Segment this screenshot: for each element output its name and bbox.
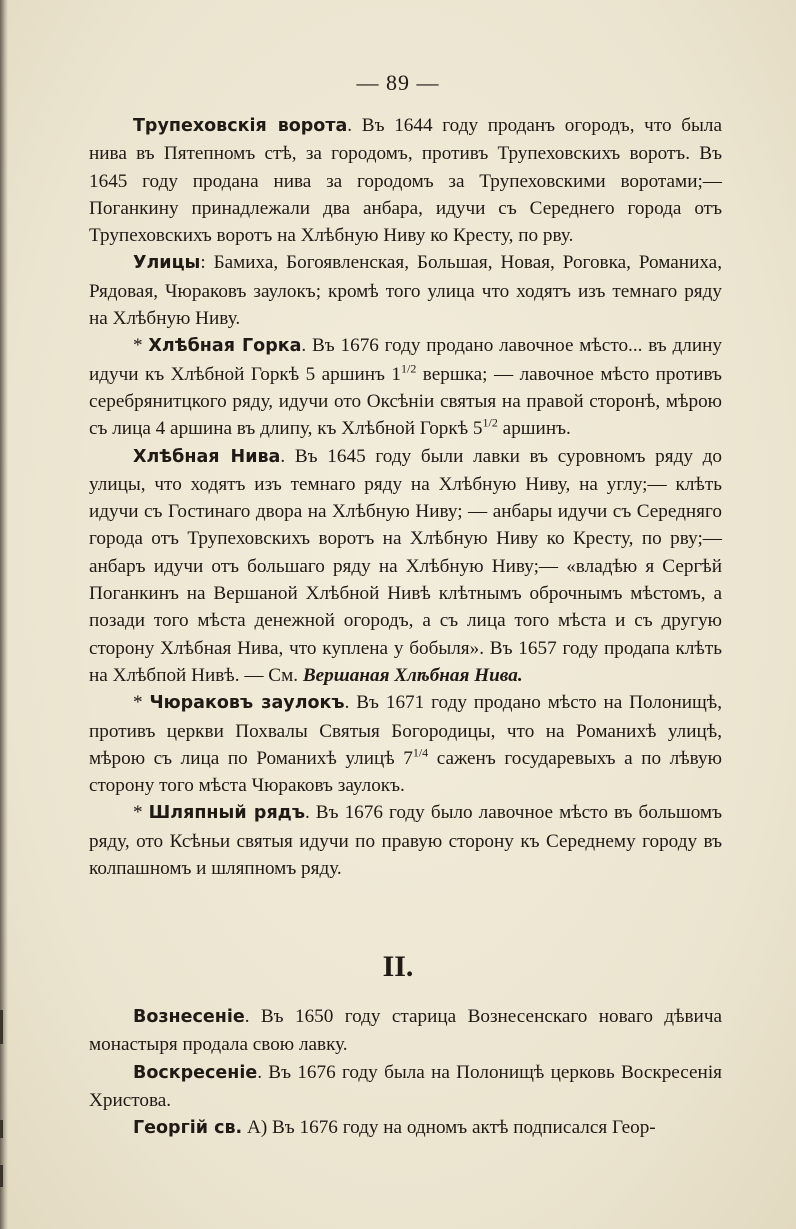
entry-text: : Бамиха, Богоявленская, Большая, Новая, Роговка, Романиха, Рядовая, Чюраковъ заулокъ; кромѣ того улица что ходятъ изъ темнаго ряду на Хлѣбную Ниву.	[89, 252, 722, 330]
entry-voznesenie	[89, 1003, 722, 1059]
entry-voskresenie	[89, 1059, 722, 1115]
entry-text: . Въ 1645 году были лавки въ суровномъ ряду до улицы, что ходятъ изъ темнаго ряду на Хлѣбную Ниву, на углу;— клѣть идучи съ Гостинаго двора на Хлѣбную Ниву; — анбары идучи съ Середняго города отъ Трупеховскихъ воротъ на Хлѣбную Ниву ко Кресту, по рву;—анбаръ идучи отъ большаго ряду на Хлѣбную Ниву;— «владѣю я Сергѣй Поганкинъ на Вершаной Хлѣбной Нивѣ клѣтнымъ оброчнымъ мѣстомъ, а позади того мѣста денежной огородъ, а съ лица того мѣста и съ другую сторону Хлѣбная Нива, что куплена у бобыля». Въ 1657 году продапа клѣть на Хлѣбпой Нивѣ. — См.	[89, 445, 723, 686]
entry-text: А) Въ 1676 году на одномъ актѣ подписался Геор-	[242, 1117, 656, 1139]
fraction: 1/2	[401, 361, 417, 376]
binding-mark	[0, 1010, 3, 1044]
asterisk-mark: *	[133, 802, 149, 824]
fraction: 1/4	[412, 745, 429, 760]
entry-text: саженъ государевыхъ а по лѣвую сторону того мѣста Чюраковъ заулокъ.	[89, 747, 722, 797]
entry-text: аршинъ.	[497, 418, 571, 440]
entry-text: вершка; — лавочное мѣсто противъ серебрянитцкого ряду, идучи ото Оксѣніи святыя на правой сторонѣ, мѣрою съ лица 4 аршина въ длипу, къ Хлѣбной Горкѣ 5	[89, 363, 722, 440]
entry-term: Хлѣбная Нива	[133, 446, 281, 467]
asterisk-mark: *	[133, 692, 150, 714]
binding-mark	[0, 1165, 3, 1187]
entry-text: . Въ 1671 году продано мѣсто на Полонищѣ, противъ церкви Похвалы Святыя Богородицы, что на Романихѣ улицѣ, мѣрою съ лица по Романихѣ улицѣ 7	[89, 692, 723, 769]
entry-term: Воскресеніе	[133, 1062, 258, 1083]
binding-mark	[0, 1120, 3, 1138]
entry-term: Вознесеніе	[133, 1007, 245, 1027]
entry-text: . Въ 1650 году старица Вознесенскаго новаго дѣвича монастыря продала свою лавку.	[89, 1006, 722, 1056]
entry-ulitsy	[89, 249, 722, 332]
entry-term: Хлѣбная Горка	[148, 336, 302, 357]
entry-term: Улицы	[133, 253, 201, 274]
entry-text: . Въ 1676 году было лавочное мѣсто въ большомъ ряду, ото Ксѣньи святыя идучи по правую сторону къ Середнему городу въ колпашномъ и шляпномъ ряду.	[89, 802, 722, 880]
page-number: — 89 —	[356, 70, 440, 95]
entry-georgiy	[89, 1114, 722, 1142]
entry-text: . Въ 1676 году продано лавочное мѣсто... въ длину идучи къ Хлѣбной Горкѣ 5 аршинъ 1	[89, 335, 722, 385]
section-ii-body	[89, 1003, 722, 1142]
entry-term: Георгій св.	[133, 1118, 243, 1139]
section-body	[89, 112, 722, 882]
see-also-reference: Вершаная Хлѣбная Нива.	[302, 664, 523, 686]
section-heading: II.	[382, 950, 414, 983]
entry-shlyapny-ryad	[89, 799, 722, 882]
entry-text: . Въ 1644 году проданъ огородъ, что была нива въ Пятепномъ стѣ, за городомъ, противъ Трупеховскихъ воротъ. Въ 1645 году продана нива за городомъ за Трупеховскими воротами;— Поганкину принадлежали два анбара, идучи съ Середнего города отъ Трупеховскихъ воротъ на Хлѣбную Ниву ко Кресту, по рву.	[89, 115, 722, 247]
entry-chyurakov-zaulok	[89, 689, 722, 799]
entry-khlebnaya-gorka	[89, 332, 722, 442]
page-binding-edge	[0, 0, 8, 1229]
entry-term: Трупеховскія ворота	[133, 116, 348, 136]
entry-term: Шляпный рядъ	[148, 803, 305, 824]
asterisk-mark: *	[133, 335, 149, 357]
entry-term: Чюраковъ заулокъ	[149, 693, 345, 714]
fraction: 1/2	[482, 415, 498, 430]
entry-khlebnaya-niva	[89, 443, 722, 690]
entry-text: . Въ 1676 году была на Полонищѣ церковь Воскресенія Христова.	[89, 1061, 722, 1111]
entry-trupekhovskiya-vorota	[89, 112, 722, 249]
